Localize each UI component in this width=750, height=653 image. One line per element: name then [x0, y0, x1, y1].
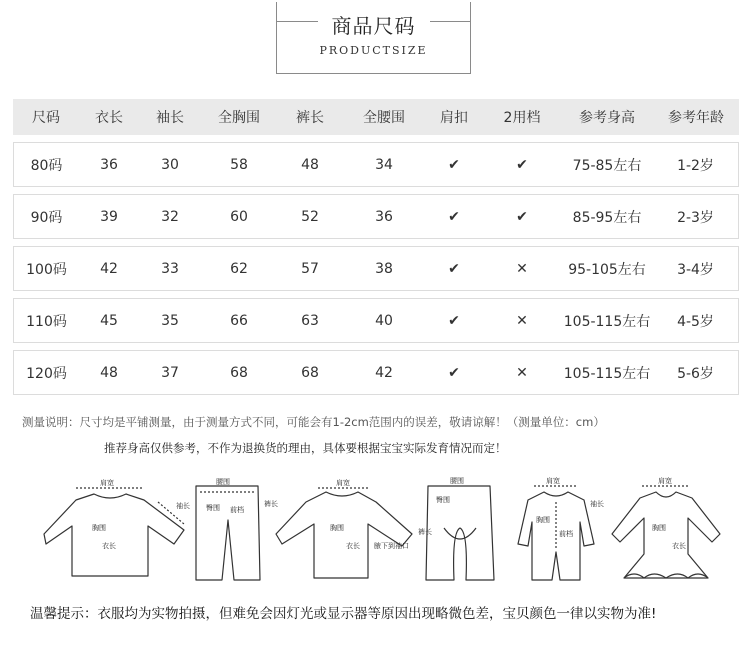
label: 肩宽: [100, 479, 114, 487]
table-cell: 42: [79, 246, 139, 291]
table-cell: 3-4岁: [653, 246, 739, 291]
table-row: [13, 298, 739, 343]
size-table-header: [13, 99, 739, 135]
crotch-pants-diagram-icon: [418, 476, 494, 580]
check-mark: ✔: [425, 246, 483, 291]
check-mark: ✔: [483, 142, 561, 187]
column-header: 全腰围: [343, 99, 425, 135]
label: 胸围: [536, 516, 550, 524]
check-mark: ✔: [425, 350, 483, 395]
size-cell: 120码: [13, 350, 79, 395]
check-mark: ✔: [425, 298, 483, 343]
garment-diagrams: [36, 472, 726, 592]
dress-diagram-icon: [612, 476, 720, 578]
table-cell: 52: [277, 194, 343, 239]
table-cell: 32: [139, 194, 201, 239]
label: 袖长: [176, 502, 190, 510]
table-cell: 4-5岁: [653, 298, 739, 343]
size-cell: 110码: [13, 298, 79, 343]
column-header: 参考年龄: [653, 99, 739, 135]
table-cell: 85-95左右: [561, 194, 653, 239]
label: 胸围: [330, 524, 344, 532]
table-cell: 1-2岁: [653, 142, 739, 187]
table-row: [13, 350, 739, 395]
table-cell: 36: [343, 194, 425, 239]
label: 衣长: [346, 542, 360, 550]
column-header: 参考身高: [561, 99, 653, 135]
label: 肩宽: [658, 477, 672, 485]
pants-diagram-icon: [196, 477, 278, 580]
label: 臀围: [206, 504, 220, 512]
label: 腋下到袖口: [374, 542, 409, 550]
table-cell: 39: [79, 194, 139, 239]
table-cell: 45: [79, 298, 139, 343]
column-header: 尺码: [13, 99, 79, 135]
table-cell: 75-85左右: [561, 142, 653, 187]
size-cell: 100码: [13, 246, 79, 291]
cross-mark: ✕: [483, 298, 561, 343]
cross-mark: ✕: [483, 246, 561, 291]
table-cell: 48: [277, 142, 343, 187]
top-diagram-icon: [44, 478, 190, 576]
footer-tip: 温馨提示：衣服均为实物拍摄，但难免会因灯光或显示器等原因出现略微色差，宝贝颜色一律以实物为准!: [30, 606, 657, 622]
table-cell: 36: [79, 142, 139, 187]
table-cell: 57: [277, 246, 343, 291]
table-cell: 40: [343, 298, 425, 343]
label: 腰围: [450, 477, 464, 485]
table-cell: 30: [139, 142, 201, 187]
column-header: 袖长: [139, 99, 201, 135]
size-cell: 90码: [13, 194, 79, 239]
table-cell: 62: [201, 246, 277, 291]
table-row: [13, 142, 739, 187]
label: 肩宽: [336, 479, 350, 487]
label: 前档: [559, 530, 573, 538]
column-header: 肩扣: [425, 99, 483, 135]
table-cell: 34: [343, 142, 425, 187]
column-header: 全胸围: [201, 99, 277, 135]
check-mark: ✔: [483, 194, 561, 239]
table-cell: 60: [201, 194, 277, 239]
table-cell: 37: [139, 350, 201, 395]
size-cell: 80码: [13, 142, 79, 187]
table-row: [13, 246, 739, 291]
page-subtitle: PRODUCTSIZE: [319, 44, 428, 57]
page-title: 商品尺码: [331, 14, 416, 38]
table-cell: 95-105左右: [561, 246, 653, 291]
label: 腰围: [216, 478, 230, 486]
label: 前档: [230, 506, 244, 514]
raglan-top-diagram-icon: [276, 478, 412, 578]
cross-mark: ✕: [483, 350, 561, 395]
table-row: [13, 194, 739, 239]
table-cell: 42: [343, 350, 425, 395]
table-cell: 2-3岁: [653, 194, 739, 239]
table-cell: 33: [139, 246, 201, 291]
romper-diagram-icon: [518, 476, 604, 580]
measurement-note: 测量说明：尺寸均是平铺测量，由于测量方式不同，可能会有1-2cm范围内的误差，敬请谅解！（测量单位：cm）: [22, 415, 605, 429]
label: 肩宽: [546, 477, 560, 485]
table-cell: 105-115左右: [561, 350, 653, 395]
label: 袖长: [590, 500, 604, 508]
column-header: 衣长: [79, 99, 139, 135]
table-cell: 105-115左右: [561, 298, 653, 343]
column-header: 裤长: [277, 99, 343, 135]
table-cell: 38: [343, 246, 425, 291]
column-header: 2用档: [483, 99, 561, 135]
table-cell: 66: [201, 298, 277, 343]
table-cell: 68: [277, 350, 343, 395]
label: 衣长: [102, 542, 116, 550]
size-table: [13, 92, 739, 402]
table-cell: 5-6岁: [653, 350, 739, 395]
check-mark: ✔: [425, 194, 483, 239]
table-cell: 58: [201, 142, 277, 187]
table-cell: 48: [79, 350, 139, 395]
label: 裤长: [264, 500, 278, 508]
label: 衣长: [672, 542, 686, 550]
label: 臀围: [436, 496, 450, 504]
table-cell: 68: [201, 350, 277, 395]
label: 胸围: [652, 524, 666, 532]
table-cell: 63: [277, 298, 343, 343]
table-cell: 35: [139, 298, 201, 343]
label: 胸围: [92, 524, 106, 532]
check-mark: ✔: [425, 142, 483, 187]
height-note: 推荐身高仅供参考，不作为退换货的理由，具体要根据宝宝实际发育情况而定！: [104, 441, 507, 455]
label: 裤长: [418, 528, 432, 536]
